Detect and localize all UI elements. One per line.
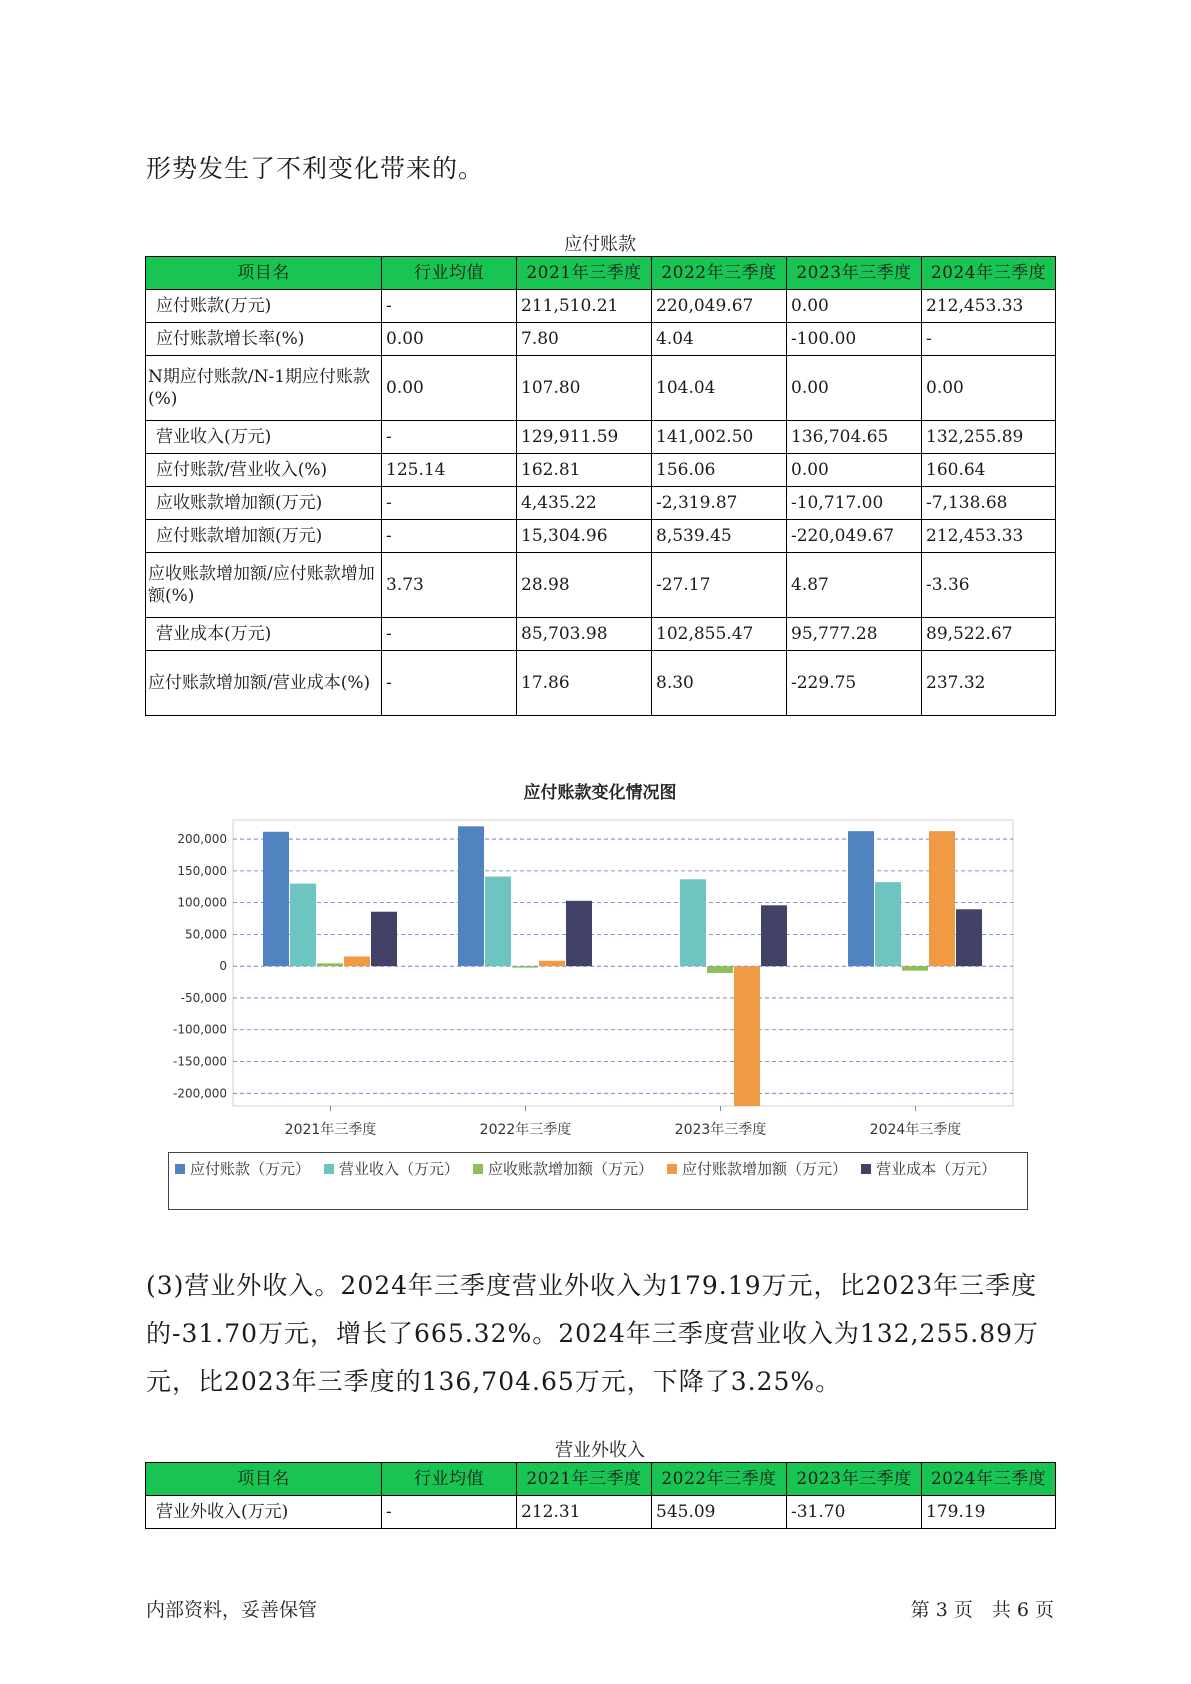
table-row [146, 323, 1056, 356]
table1-header-row [146, 257, 1056, 290]
legend-swatch [324, 1164, 334, 1174]
table-cell: -100.00 [787, 323, 922, 356]
row-label: 应付账款增长率(%) [146, 323, 382, 356]
table-cell: 141,002.50 [652, 421, 787, 454]
table-cell: 104.04 [652, 356, 787, 421]
table-cell: 107.80 [517, 356, 652, 421]
table-cell: 125.14 [382, 454, 517, 487]
table-cell: 212,453.33 [922, 520, 1056, 553]
table-cell: 0.00 [922, 356, 1056, 421]
non-operating-income-paragraph: (3)营业外收入。2024年三季度营业外收入为179.19万元，比2023年三季度的-31.70万元，增长了665.32%。2024年三季度营业收入为132,255.89万元，比2023年三季度的136,704.65万元，下降了3.25%。 [146, 1271, 1040, 1396]
table2-header-row [146, 1463, 1056, 1496]
header-cell: 2021年三季度 [517, 257, 652, 290]
row-label: 应付账款(万元) [146, 290, 382, 323]
legend-label: 应付账款（万元） [190, 1160, 311, 1178]
x-tick-label: 2021年三季度 [284, 1122, 377, 1138]
table-cell: - [382, 520, 517, 553]
table-cell: 0.00 [787, 454, 922, 487]
table-row [146, 356, 1056, 421]
chart-title: 应付账款变化情况图 [523, 783, 677, 803]
bar [512, 966, 538, 967]
table-cell: 0.00 [382, 323, 517, 356]
table-cell: 4.04 [652, 323, 787, 356]
legend-label: 应付账款增加额（万元） [682, 1160, 848, 1178]
intro-paragraph: 形势发生了不利变化带来的。 [146, 154, 485, 183]
table-cell: - [382, 421, 517, 454]
y-tick-label: 0 [219, 959, 227, 974]
table-row [146, 290, 1056, 323]
non-operating-income-table [145, 1462, 1056, 1529]
table-cell: - [382, 618, 517, 651]
header-cell: 2022年三季度 [652, 1463, 787, 1496]
table-cell: 0.00 [382, 356, 517, 421]
table-cell: 0.00 [787, 290, 922, 323]
table-cell: 7.80 [517, 323, 652, 356]
header-cell: 行业均值 [382, 1463, 517, 1496]
bar [956, 909, 982, 966]
legend-item [667, 1157, 847, 1181]
table-row [146, 553, 1056, 618]
legend-item [324, 1157, 459, 1181]
table-cell: 220,049.67 [652, 290, 787, 323]
table-cell: 212,453.33 [922, 290, 1056, 323]
bar [848, 831, 874, 966]
header-cell: 2021年三季度 [517, 1463, 652, 1496]
table-cell: -27.17 [652, 553, 787, 618]
footer-page-number: 第 3 页 共 6 页 [910, 1599, 1054, 1621]
row-label: N期应付账款/N-1期应付账款(%) [146, 356, 382, 421]
bar [371, 912, 397, 966]
table-cell: 102,855.47 [652, 618, 787, 651]
header-cell: 项目名 [146, 257, 382, 290]
table-row [146, 1496, 1056, 1529]
table-cell: 28.98 [517, 553, 652, 618]
table-cell: 3.73 [382, 553, 517, 618]
table-cell: 4.87 [787, 553, 922, 618]
y-tick-label: -200,000 [173, 1086, 227, 1101]
legend-swatch [861, 1164, 871, 1174]
row-label: 应收账款增加额(万元) [146, 487, 382, 520]
legend-item [473, 1157, 653, 1181]
bar [929, 831, 955, 966]
chart-legend [168, 1152, 1028, 1210]
legend-swatch [175, 1164, 185, 1174]
y-tick-label: 150,000 [177, 863, 227, 878]
table-cell: 0.00 [787, 356, 922, 421]
table-cell: -220,049.67 [787, 520, 922, 553]
header-cell: 项目名 [146, 1463, 382, 1496]
table-cell: 545.09 [652, 1496, 787, 1529]
table-cell: - [382, 290, 517, 323]
y-tick-label: 100,000 [177, 895, 227, 910]
row-label: 应收账款增加额/应付账款增加额(%) [146, 553, 382, 618]
table-cell: 85,703.98 [517, 618, 652, 651]
bar [761, 905, 787, 966]
y-tick-label: 50,000 [185, 927, 227, 942]
y-tick-label: -50,000 [180, 990, 227, 1005]
table-row [146, 618, 1056, 651]
table-cell: 8,539.45 [652, 520, 787, 553]
table-row [146, 651, 1056, 716]
bar [317, 963, 343, 966]
x-tick-label: 2024年三季度 [869, 1122, 962, 1138]
legend-swatch [667, 1164, 677, 1174]
row-label: 应付账款增加额/营业成本(%) [146, 651, 382, 716]
table-cell: 211,510.21 [517, 290, 652, 323]
table-row [146, 421, 1056, 454]
table-cell: 4,435.22 [517, 487, 652, 520]
table-cell: 15,304.96 [517, 520, 652, 553]
row-label: 应付账款增加额(万元) [146, 520, 382, 553]
bar [680, 879, 706, 966]
header-cell: 2022年三季度 [652, 257, 787, 290]
legend-label: 营业收入（万元） [339, 1160, 460, 1178]
bar [458, 826, 484, 966]
header-cell: 2024年三季度 [922, 257, 1056, 290]
table-cell: -3.36 [922, 553, 1056, 618]
legend-item [861, 1157, 996, 1181]
accounts-payable-table [145, 256, 1056, 716]
bar [707, 966, 733, 973]
table-cell: 136,704.65 [787, 421, 922, 454]
bar [875, 882, 901, 966]
table-cell: - [922, 323, 1056, 356]
table-cell: -7,138.68 [922, 487, 1056, 520]
header-cell: 行业均值 [382, 257, 517, 290]
legend-item [175, 1157, 310, 1181]
table-row [146, 520, 1056, 553]
table-cell: - [382, 487, 517, 520]
y-tick-label: 200,000 [177, 832, 227, 847]
bar [344, 956, 370, 966]
table-row [146, 487, 1056, 520]
bar [734, 966, 760, 1106]
legend-label: 应收账款增加额（万元） [488, 1160, 654, 1178]
footer-confidential-note: 内部资料，妥善保管 [146, 1599, 318, 1621]
table-cell: 179.19 [922, 1496, 1056, 1529]
bar [485, 877, 511, 967]
row-label: 营业外收入(万元) [146, 1496, 382, 1529]
y-tick-label: -100,000 [173, 1022, 227, 1037]
bar [263, 832, 289, 966]
table-cell: -31.70 [787, 1496, 922, 1529]
y-tick-label: -150,000 [173, 1054, 227, 1069]
table-cell: - [382, 651, 517, 716]
table-cell: 95,777.28 [787, 618, 922, 651]
table-cell: 160.64 [922, 454, 1056, 487]
accounts-payable-bar-chart [0, 770, 1191, 1150]
table-cell: -229.75 [787, 651, 922, 716]
bar [539, 961, 565, 966]
legend-swatch [473, 1164, 483, 1174]
row-label: 应付账款/营业收入(%) [146, 454, 382, 487]
header-cell: 2023年三季度 [787, 257, 922, 290]
bar [902, 966, 928, 971]
table-cell: 156.06 [652, 454, 787, 487]
header-cell: 2023年三季度 [787, 1463, 922, 1496]
x-tick-label: 2023年三季度 [674, 1122, 767, 1138]
table-cell: 129,911.59 [517, 421, 652, 454]
header-cell: 2024年三季度 [922, 1463, 1056, 1496]
table-cell: 89,522.67 [922, 618, 1056, 651]
x-tick-label: 2022年三季度 [479, 1122, 572, 1138]
table-cell: - [382, 1496, 517, 1529]
table-cell: 162.81 [517, 454, 652, 487]
table-cell: 17.86 [517, 651, 652, 716]
table-cell: 237.32 [922, 651, 1056, 716]
bar [566, 901, 592, 966]
table2-caption: 营业外收入 [555, 1440, 645, 1461]
row-label: 营业成本(万元) [146, 618, 382, 651]
row-label: 营业收入(万元) [146, 421, 382, 454]
table-cell: 212.31 [517, 1496, 652, 1529]
legend-label: 营业成本（万元） [876, 1160, 997, 1178]
table1-caption: 应付账款 [564, 234, 636, 255]
table-cell: 8.30 [652, 651, 787, 716]
table-cell: -10,717.00 [787, 487, 922, 520]
table-cell: 132,255.89 [922, 421, 1056, 454]
bar [290, 884, 316, 967]
table-cell: -2,319.87 [652, 487, 787, 520]
table-row [146, 454, 1056, 487]
